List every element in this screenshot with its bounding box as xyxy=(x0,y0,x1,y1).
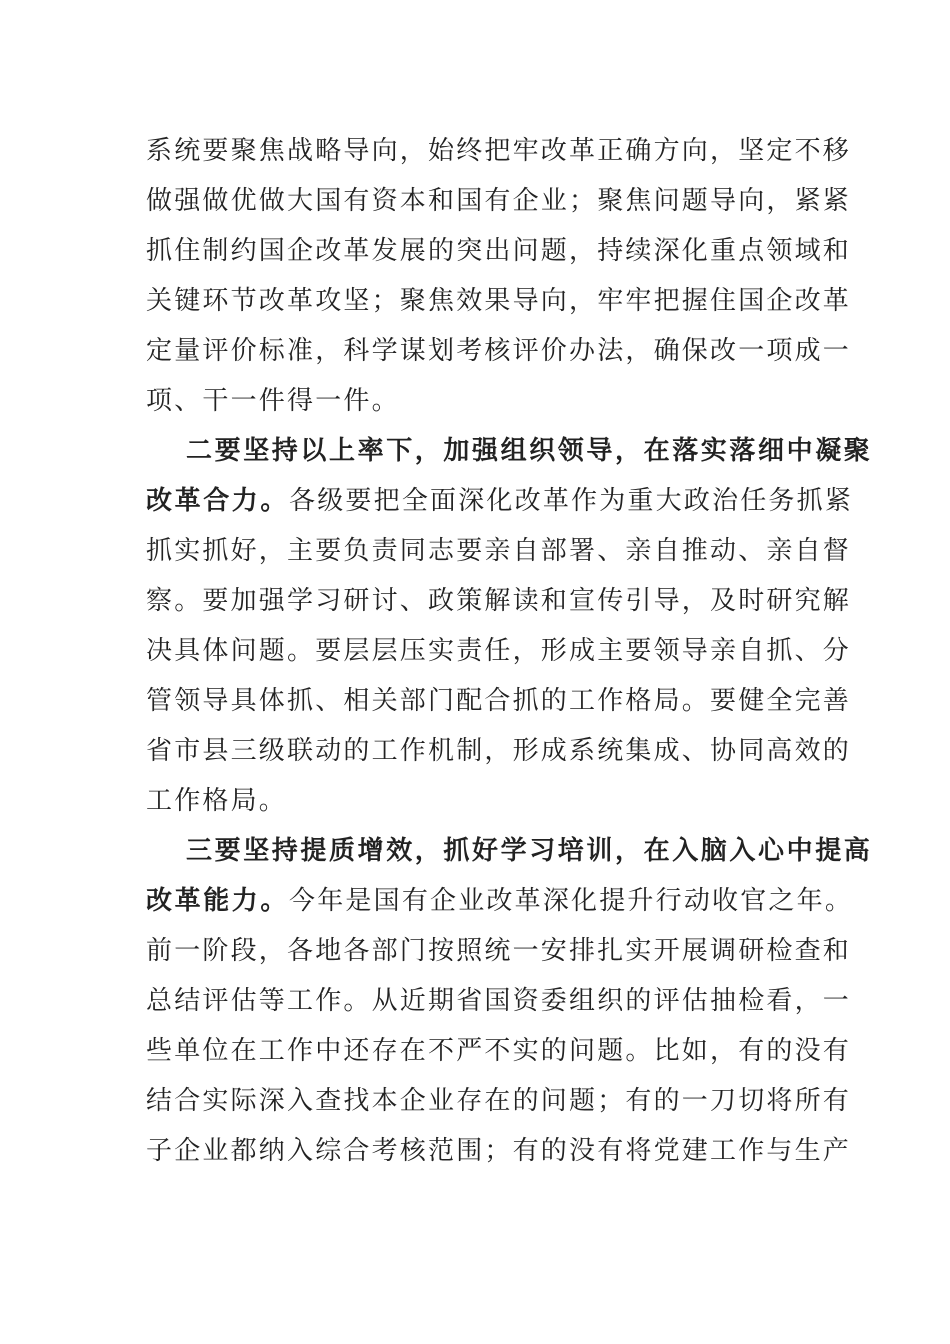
text-line xyxy=(146,126,852,176)
text-line xyxy=(146,626,852,676)
text-line xyxy=(146,426,873,476)
text-run: 项、干一件得一件。 xyxy=(146,386,400,416)
text-line xyxy=(146,226,852,276)
document-body xyxy=(146,126,873,1176)
text-line xyxy=(146,176,852,226)
text-line xyxy=(146,326,852,376)
paragraph-2 xyxy=(146,426,873,826)
text-run: 今年是国有企业改革深化提升行动收官之年。 xyxy=(289,886,854,916)
paragraph-3 xyxy=(146,826,873,1176)
bold-heading-run: 三要坚持提质增效，抓好学习培训，在入脑入心中提高 xyxy=(186,836,873,866)
text-line xyxy=(146,1126,852,1176)
text-line xyxy=(146,476,854,526)
bold-heading-run: 改革合力。 xyxy=(146,486,290,516)
bold-heading-run: 改革能力。 xyxy=(146,886,290,916)
text-line xyxy=(146,776,802,826)
text-line xyxy=(146,376,802,426)
bold-heading-run: 二要坚持以上率下，加强组织领导，在落实落细中凝聚 xyxy=(186,436,873,466)
text-run: 做强做优做大国有资本和国有企业；聚焦问题导向，紧紧 xyxy=(146,186,852,216)
text-line xyxy=(146,676,852,726)
text-line xyxy=(146,276,852,326)
text-run: 各级要把全面深化改革作为重大政治任务抓紧 xyxy=(289,486,854,516)
text-line xyxy=(146,1026,852,1076)
paragraph-1 xyxy=(146,126,852,426)
text-run: 省市县三级联动的工作机制，形成系统集成、协同高效的 xyxy=(146,736,852,766)
text-line xyxy=(146,876,854,926)
text-run: 管领导具体抓、相关部门配合抓的工作格局。要健全完善 xyxy=(146,686,852,716)
text-run: 子企业都纳入综合考核范围；有的没有将党建工作与生产 xyxy=(146,1136,852,1166)
text-line xyxy=(146,926,852,976)
text-run: 抓实抓好，主要负责同志要亲自部署、亲自推动、亲自督 xyxy=(146,536,852,566)
text-run: 结合实际深入查找本企业存在的问题；有的一刀切将所有 xyxy=(146,1086,852,1116)
text-line xyxy=(146,1076,852,1126)
text-run: 些单位在工作中还存在不严不实的问题。比如，有的没有 xyxy=(146,1036,852,1066)
text-run: 抓住制约国企改革发展的突出问题，持续深化重点领域和 xyxy=(146,236,852,266)
text-run: 工作格局。 xyxy=(146,786,288,816)
text-run: 定量评价标准，科学谋划考核评价办法，确保改一项成一 xyxy=(146,336,852,366)
text-line xyxy=(146,976,852,1026)
text-run: 前一阶段，各地各部门按照统一安排扎实开展调研检查和 xyxy=(146,936,852,966)
text-run: 察。要加强学习研讨、政策解读和宣传引导，及时研究解 xyxy=(146,586,852,616)
text-run: 总结评估等工作。从近期省国资委组织的评估抽检看，一 xyxy=(146,986,852,1016)
text-run: 关键环节改革攻坚；聚焦效果导向，牢牢把握住国企改革 xyxy=(146,286,852,316)
text-line xyxy=(146,526,852,576)
text-line xyxy=(146,726,852,776)
text-line xyxy=(146,576,852,626)
text-run: 系统要聚焦战略导向，始终把牢改革正确方向，坚定不移 xyxy=(146,136,852,166)
text-run: 决具体问题。要层层压实责任，形成主要领导亲自抓、分 xyxy=(146,636,852,666)
text-line xyxy=(146,826,873,876)
